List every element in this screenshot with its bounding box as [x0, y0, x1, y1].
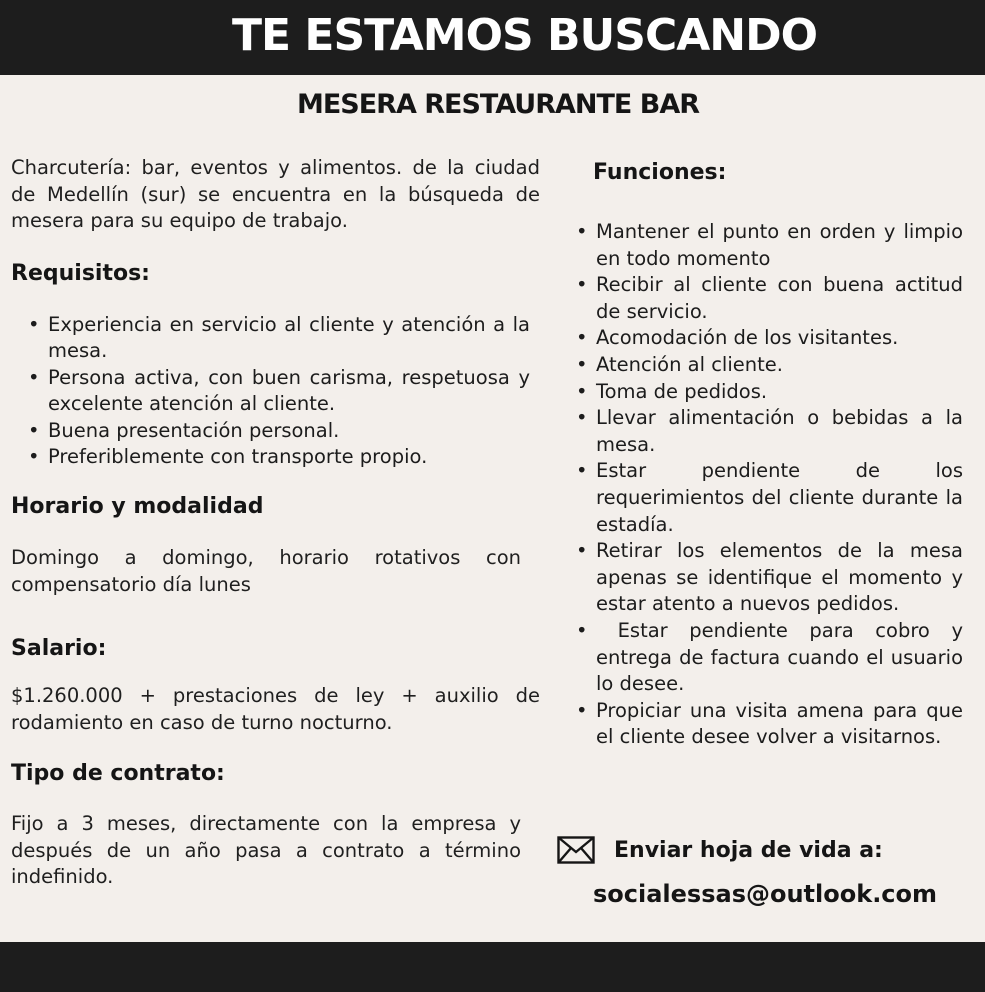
list-item: • Toma de pedidos.: [596, 379, 963, 406]
list-item: • Acomodación de los visitantes.: [596, 325, 963, 352]
list-item: • Atención al cliente.: [596, 352, 963, 379]
mail-icon: [557, 836, 595, 864]
requisitos-list: [48, 312, 530, 472]
list-item: • Buena presentación personal.: [48, 418, 530, 445]
requisitos-heading: Requisitos:: [11, 260, 150, 286]
header-title: TE ESTAMOS BUSCANDO: [232, 10, 818, 61]
horario-heading: Horario y modalidad: [11, 494, 264, 520]
horario-text: Domingo a domingo, horario rotativos con compensatorio día lunes: [11, 546, 521, 596]
job-title: MESERA RESTAURANTE BAR: [296, 89, 700, 120]
list-item: • Estar pendiente para cobro y entrega de factura cuando el usuario lo desee.: [596, 618, 963, 698]
list-item: • Propiciar una visita amena para que el cliente desee volver a visitarnos.: [596, 698, 963, 751]
list-item: • Preferiblemente con transporte propio.: [48, 444, 530, 471]
contact-label: Enviar hoja de vida a:: [614, 837, 883, 863]
contrato-text: Fijo a 3 meses, directamente con la empresa y después de un año pasa a contrato a término indefinido.: [11, 812, 521, 889]
funciones-list: [596, 219, 970, 751]
funciones-heading: Funciones:: [593, 160, 727, 185]
salario-heading: Salario:: [11, 636, 107, 662]
list-item: • Estar pendiente de los requerimientos del cliente durante la estadía.: [596, 458, 963, 538]
left-column: [11, 155, 540, 891]
contact-email[interactable]: socialessas@outlook.com: [593, 880, 938, 908]
right-column: [578, 155, 970, 751]
list-item: • Experiencia en servicio al cliente y atención a la mesa.: [48, 312, 530, 365]
header-bar: [0, 0, 985, 75]
list-item: • Llevar alimentación o bebidas a la mesa.: [596, 405, 963, 458]
list-item: • Retirar los elementos de la mesa apenas se identifique el momento y estar atento a nuevos pedidos.: [596, 538, 963, 618]
list-item: • Recibir al cliente con buena actitud de servicio.: [596, 272, 963, 325]
contrato-heading: Tipo de contrato:: [11, 761, 225, 787]
salario-text: $1.260.000 + prestaciones de ley + auxilio de rodamiento en caso de turno nocturno.: [11, 684, 540, 734]
intro-text: Charcutería: bar, eventos y alimentos. de la ciudad de Medellín (sur) se encuentra en la búsqueda de mesera para su equipo de trabajo.: [11, 156, 540, 232]
contact-section: [557, 836, 957, 908]
footer-bar: [0, 942, 985, 992]
list-item: • Mantener el punto en orden y limpio en todo momento: [596, 219, 963, 272]
list-item: • Persona activa, con buen carisma, respetuosa y excelente atención al cliente.: [48, 365, 530, 418]
